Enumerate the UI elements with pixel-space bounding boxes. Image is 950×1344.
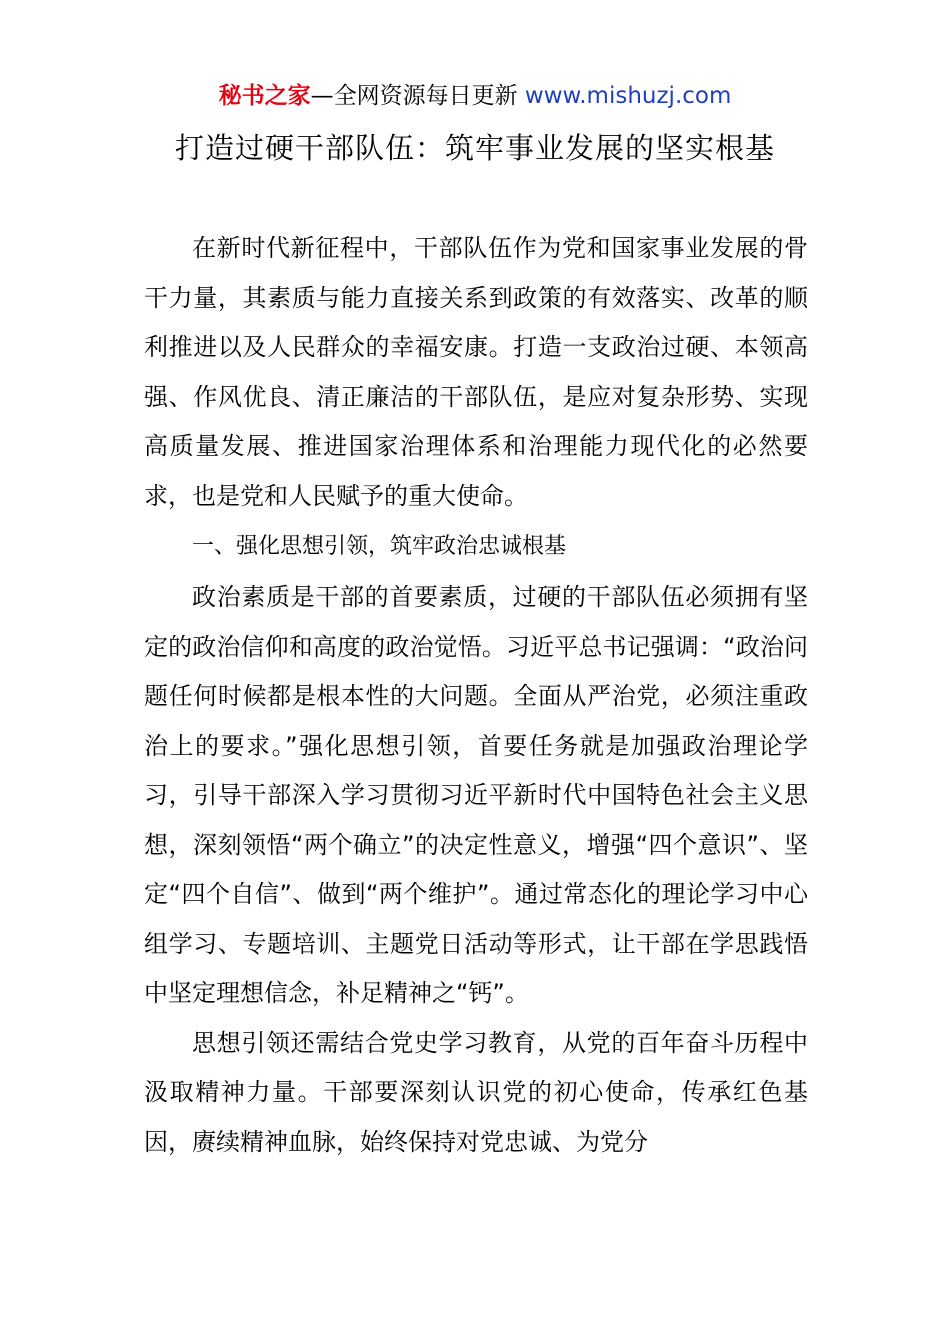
intro-paragraph: 在新时代新征程中，干部队伍作为党和国家事业发展的骨干力量，其素质与能力直接关系到政策的有效落实、改革的顺利推进以及人民群众的幸福安康。打造一支政治过硬、本领高强、作风优良、清正廉洁的干部队伍，是应对复杂形势、实现高质量发展、推进国家治理体系和治理能力现代化的必然要求，也是党和人民赋予的重大使命。 bbox=[144, 234, 808, 510]
document-body bbox=[144, 224, 808, 1167]
document-title: 打造过硬干部队伍：筑牢事业发展的坚实根基 bbox=[174, 131, 775, 165]
section-heading-1: 一、强化思想引领，筑牢政治忠诚根基 bbox=[192, 534, 567, 559]
site-tagline: —全网资源每日更新 bbox=[310, 83, 518, 109]
site-brand: 秘书之家 bbox=[218, 83, 311, 109]
section-1-paragraph-2: 思想引领还需结合党史学习教育，从党的百年奋斗历程中汲取精神力量。干部要深刻认识党的初心使命，传承红色基因，赓续精神血脉，始终保持对党忠诚、为党分 bbox=[144, 1028, 808, 1156]
section-1-paragraph-1: 政治素质是干部的首要素质，过硬的干部队伍必须拥有坚定的政治信仰和高度的政治觉悟。习近平总书记强调：“政治问题任何时候都是根本性的大问题。全面从严治党，必须注重政治上的要求。”强化思想引领，首要任务就是加强政治理论学习，引导干部深入学习贯彻习近平新时代中国特色社会主义思想，深刻领悟“两个确立”的决定性意义，增强“四个意识”、坚定“四个自信”、做到“两个维护”。通过常态化的理论学习中心组学习、专题培训、主题党日活动等形式，让干部在学思践悟中坚定理想信念，补足精神之“钙”。 bbox=[144, 583, 808, 1007]
site-header bbox=[0, 80, 950, 112]
site-url-link[interactable]: www.mishuzj.com bbox=[524, 83, 732, 109]
